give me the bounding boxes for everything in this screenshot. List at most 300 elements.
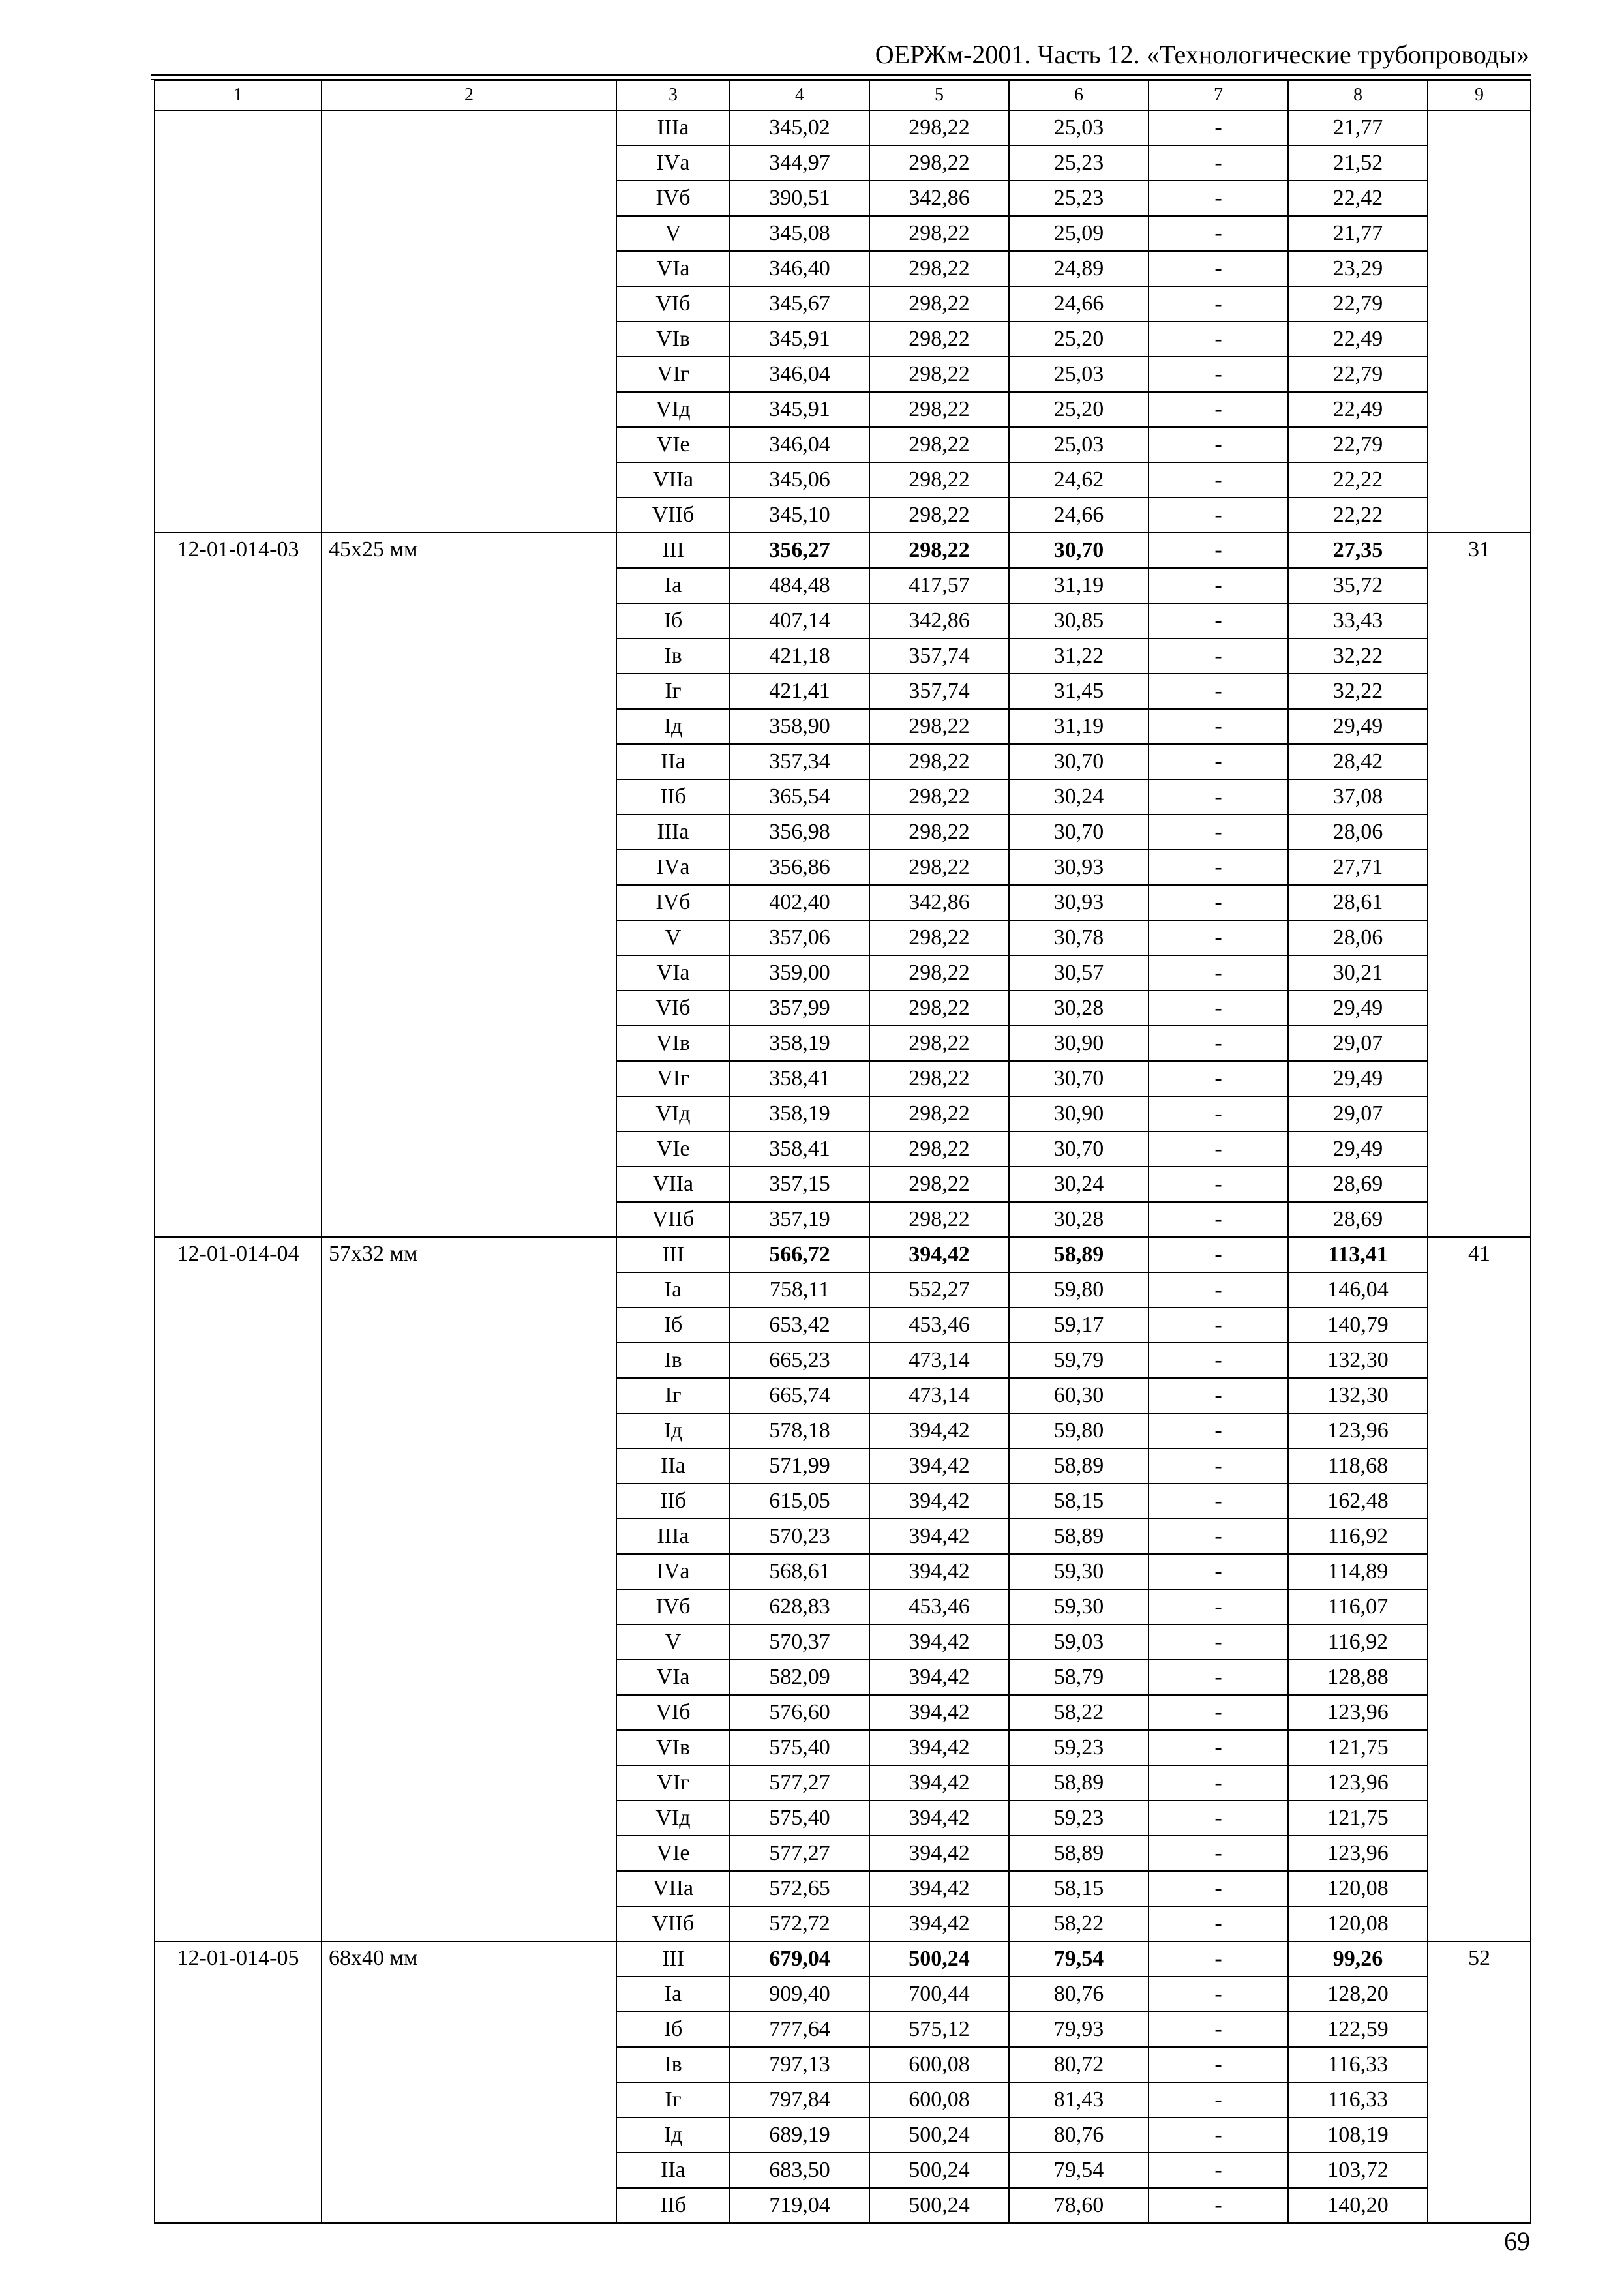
condition-cell: III <box>616 1237 730 1272</box>
value-cell: 342,86 <box>869 603 1009 638</box>
condition-cell: VIIа <box>616 1167 730 1202</box>
value-cell: 146,04 <box>1288 1272 1428 1308</box>
value-cell: 394,42 <box>869 1801 1009 1836</box>
value-cell: 909,40 <box>730 1977 869 2012</box>
value-cell: 345,91 <box>730 392 869 427</box>
value-cell: 30,57 <box>1009 955 1149 991</box>
rate-code-cell: 12-01-014-04 <box>155 1237 322 1941</box>
value-cell: 29,49 <box>1288 709 1428 744</box>
value-cell: 22,79 <box>1288 286 1428 322</box>
value-cell: 797,84 <box>730 2082 869 2117</box>
value-cell: 28,69 <box>1288 1167 1428 1202</box>
value-cell: 357,74 <box>869 674 1009 709</box>
value-cell: 58,15 <box>1009 1484 1149 1519</box>
value-cell: 358,90 <box>730 709 869 744</box>
value-cell: 30,78 <box>1009 920 1149 955</box>
value-cell: - <box>1149 955 1288 991</box>
value-cell: 29,49 <box>1288 1061 1428 1096</box>
value-cell: 22,22 <box>1288 498 1428 533</box>
value-cell: 24,66 <box>1009 498 1149 533</box>
rate-code-cell: 12-01-014-03 <box>155 533 322 1237</box>
value-cell: 665,23 <box>730 1343 869 1378</box>
condition-cell: Iв <box>616 638 730 674</box>
pipe-size-cell: 68х40 мм <box>322 1941 616 2223</box>
rate-code-cell: 12-01-014-05 <box>155 1941 322 2223</box>
value-cell: - <box>1149 1624 1288 1660</box>
value-cell: 679,04 <box>730 1941 869 1977</box>
value-cell: 28,61 <box>1288 885 1428 920</box>
column-number: 8 <box>1288 80 1428 110</box>
value-cell: 568,61 <box>730 1554 869 1589</box>
value-cell: 298,22 <box>869 110 1009 145</box>
value-cell: - <box>1149 110 1288 145</box>
value-cell: - <box>1149 1941 1288 1977</box>
value-cell: 394,42 <box>869 1237 1009 1272</box>
value-cell: - <box>1149 1589 1288 1624</box>
condition-cell: VIв <box>616 1026 730 1061</box>
value-cell: - <box>1149 568 1288 603</box>
value-cell: 22,42 <box>1288 181 1428 216</box>
value-cell: 298,22 <box>869 251 1009 286</box>
value-cell: 500,24 <box>869 1941 1009 1977</box>
value-cell: 59,80 <box>1009 1413 1149 1448</box>
table-row <box>155 1941 1531 1977</box>
condition-cell: Iа <box>616 1272 730 1308</box>
value-cell: 25,23 <box>1009 145 1149 181</box>
value-cell: 58,22 <box>1009 1695 1149 1730</box>
value-cell: 394,42 <box>869 1448 1009 1484</box>
column-number: 6 <box>1009 80 1149 110</box>
value-cell: 58,79 <box>1009 1660 1149 1695</box>
value-cell: 29,07 <box>1288 1096 1428 1131</box>
value-cell: 79,54 <box>1009 1941 1149 1977</box>
value-cell: 162,48 <box>1288 1484 1428 1519</box>
value-cell: - <box>1149 1413 1288 1448</box>
value-cell: - <box>1149 603 1288 638</box>
value-cell: 30,93 <box>1009 885 1149 920</box>
condition-cell: VIа <box>616 1660 730 1695</box>
value-cell: - <box>1149 1836 1288 1871</box>
value-cell: 140,79 <box>1288 1308 1428 1343</box>
value-cell: 30,70 <box>1009 815 1149 850</box>
value-cell: 356,86 <box>730 850 869 885</box>
column-number: 2 <box>322 80 616 110</box>
value-cell: - <box>1149 1484 1288 1519</box>
condition-cell: VIIб <box>616 498 730 533</box>
value-cell: 25,03 <box>1009 110 1149 145</box>
value-cell: 37,08 <box>1288 779 1428 815</box>
value-cell: 79,93 <box>1009 2012 1149 2047</box>
condition-cell: VIд <box>616 1801 730 1836</box>
page-number: 69 <box>1504 2226 1530 2256</box>
value-cell: 22,22 <box>1288 462 1428 498</box>
condition-cell: Iг <box>616 2082 730 2117</box>
value-cell: 29,49 <box>1288 1131 1428 1167</box>
value-cell: 21,52 <box>1288 145 1428 181</box>
condition-cell: Iг <box>616 674 730 709</box>
condition-cell: IVа <box>616 145 730 181</box>
value-cell: 298,22 <box>869 145 1009 181</box>
value-cell: - <box>1149 1308 1288 1343</box>
table-row <box>155 1237 1531 1272</box>
running-header: ОЕРЖм-2001. Часть 12. «Технологические трубопроводы» <box>875 40 1529 69</box>
value-cell: - <box>1149 1519 1288 1554</box>
condition-cell: VIе <box>616 1836 730 1871</box>
condition-cell: Iд <box>616 2117 730 2153</box>
extra-cell <box>1428 110 1531 533</box>
value-cell: 30,90 <box>1009 1026 1149 1061</box>
value-cell: 345,08 <box>730 216 869 251</box>
value-cell: - <box>1149 2188 1288 2223</box>
value-cell: 298,22 <box>869 322 1009 357</box>
value-cell: 421,41 <box>730 674 869 709</box>
value-cell: 298,22 <box>869 357 1009 392</box>
condition-cell: V <box>616 1624 730 1660</box>
condition-cell: Iб <box>616 2012 730 2047</box>
value-cell: 500,24 <box>869 2153 1009 2188</box>
value-cell: 453,46 <box>869 1308 1009 1343</box>
value-cell: 298,22 <box>869 462 1009 498</box>
value-cell: 123,96 <box>1288 1413 1428 1448</box>
value-cell: 27,71 <box>1288 850 1428 885</box>
value-cell: 797,13 <box>730 2047 869 2082</box>
value-cell: 345,91 <box>730 322 869 357</box>
value-cell: 345,10 <box>730 498 869 533</box>
value-cell: 571,99 <box>730 1448 869 1484</box>
condition-cell: VIб <box>616 1695 730 1730</box>
value-cell: - <box>1149 920 1288 955</box>
value-cell: - <box>1149 744 1288 779</box>
condition-cell: Iб <box>616 1308 730 1343</box>
value-cell: 298,22 <box>869 392 1009 427</box>
value-cell: 25,03 <box>1009 427 1149 462</box>
value-cell: - <box>1149 1801 1288 1836</box>
condition-cell: V <box>616 920 730 955</box>
value-cell: - <box>1149 815 1288 850</box>
value-cell: 128,88 <box>1288 1660 1428 1695</box>
value-cell: 122,59 <box>1288 2012 1428 2047</box>
condition-cell: III <box>616 1941 730 1977</box>
condition-cell: VIг <box>616 357 730 392</box>
value-cell: 365,54 <box>730 779 869 815</box>
value-cell: - <box>1149 1026 1288 1061</box>
value-cell: 30,70 <box>1009 1131 1149 1167</box>
value-cell: 359,00 <box>730 955 869 991</box>
condition-cell: IVб <box>616 181 730 216</box>
value-cell: 298,22 <box>869 498 1009 533</box>
condition-cell: VIб <box>616 991 730 1026</box>
table-body <box>155 80 1531 2223</box>
value-cell: 58,89 <box>1009 1237 1149 1272</box>
value-cell: 358,19 <box>730 1026 869 1061</box>
value-cell: - <box>1149 1272 1288 1308</box>
value-cell: 123,96 <box>1288 1695 1428 1730</box>
value-cell: 28,42 <box>1288 744 1428 779</box>
value-cell: 123,96 <box>1288 1765 1428 1801</box>
condition-cell: VIд <box>616 1096 730 1131</box>
value-cell: 552,27 <box>869 1272 1009 1308</box>
value-cell: 357,06 <box>730 920 869 955</box>
value-cell: 357,15 <box>730 1167 869 1202</box>
condition-cell: VIд <box>616 392 730 427</box>
value-cell: 132,30 <box>1288 1343 1428 1378</box>
value-cell: 572,72 <box>730 1906 869 1941</box>
extra-cell: 52 <box>1428 1941 1531 2223</box>
value-cell: 578,18 <box>730 1413 869 1448</box>
value-cell: 358,41 <box>730 1061 869 1096</box>
value-cell: 81,43 <box>1009 2082 1149 2117</box>
condition-cell: VIв <box>616 322 730 357</box>
value-cell: - <box>1149 145 1288 181</box>
value-cell: 453,46 <box>869 1589 1009 1624</box>
value-cell: - <box>1149 462 1288 498</box>
rate-code-cell <box>155 110 322 533</box>
value-cell: - <box>1149 1237 1288 1272</box>
value-cell: - <box>1149 427 1288 462</box>
value-cell: 30,21 <box>1288 955 1428 991</box>
value-cell: 358,19 <box>730 1096 869 1131</box>
column-number: 7 <box>1149 80 1288 110</box>
value-cell: 394,42 <box>869 1695 1009 1730</box>
value-cell: 298,22 <box>869 991 1009 1026</box>
value-cell: 116,33 <box>1288 2047 1428 2082</box>
condition-cell: Iв <box>616 2047 730 2082</box>
condition-cell: VIIа <box>616 462 730 498</box>
condition-cell: IVб <box>616 1589 730 1624</box>
condition-cell: IIа <box>616 1448 730 1484</box>
value-cell: 80,76 <box>1009 2117 1149 2153</box>
value-cell: 298,22 <box>869 286 1009 322</box>
value-cell: 22,49 <box>1288 392 1428 427</box>
value-cell: 30,85 <box>1009 603 1149 638</box>
value-cell: 417,57 <box>869 568 1009 603</box>
condition-cell: IIа <box>616 2153 730 2188</box>
value-cell: - <box>1149 1695 1288 1730</box>
value-cell: 298,22 <box>869 955 1009 991</box>
value-cell: 394,42 <box>869 1906 1009 1941</box>
value-cell: 390,51 <box>730 181 869 216</box>
value-cell: 31,19 <box>1009 568 1149 603</box>
value-cell: 30,70 <box>1009 744 1149 779</box>
column-number: 9 <box>1428 80 1531 110</box>
extra-cell: 31 <box>1428 533 1531 1237</box>
value-cell: 30,24 <box>1009 779 1149 815</box>
condition-cell: IVа <box>616 1554 730 1589</box>
value-cell: 473,14 <box>869 1343 1009 1378</box>
value-cell: 32,22 <box>1288 674 1428 709</box>
header-rule <box>151 74 1531 76</box>
value-cell: - <box>1149 392 1288 427</box>
condition-cell: Iд <box>616 709 730 744</box>
value-cell: 615,05 <box>730 1484 869 1519</box>
value-cell: - <box>1149 2082 1288 2117</box>
value-cell: 600,08 <box>869 2047 1009 2082</box>
value-cell: 22,79 <box>1288 357 1428 392</box>
condition-cell: IIIа <box>616 815 730 850</box>
value-cell: 500,24 <box>869 2188 1009 2223</box>
value-cell: - <box>1149 251 1288 286</box>
value-cell: 59,23 <box>1009 1801 1149 1836</box>
value-cell: 123,96 <box>1288 1836 1428 1871</box>
value-cell: - <box>1149 885 1288 920</box>
column-number: 5 <box>869 80 1009 110</box>
column-number: 1 <box>155 80 322 110</box>
value-cell: 358,41 <box>730 1131 869 1167</box>
value-cell: 394,42 <box>869 1730 1009 1765</box>
value-cell: 59,17 <box>1009 1308 1149 1343</box>
value-cell: 575,40 <box>730 1730 869 1765</box>
value-cell: - <box>1149 674 1288 709</box>
table-row <box>155 533 1531 568</box>
value-cell: 25,09 <box>1009 216 1149 251</box>
value-cell: - <box>1149 2153 1288 2188</box>
value-cell: 402,40 <box>730 885 869 920</box>
value-cell: 473,14 <box>869 1378 1009 1413</box>
condition-cell: IVб <box>616 885 730 920</box>
value-cell: 298,22 <box>869 1096 1009 1131</box>
value-cell: 59,23 <box>1009 1730 1149 1765</box>
value-cell: 394,42 <box>869 1484 1009 1519</box>
condition-cell: VIв <box>616 1730 730 1765</box>
value-cell: 21,77 <box>1288 110 1428 145</box>
value-cell: 689,19 <box>730 2117 869 2153</box>
value-cell: 500,24 <box>869 2117 1009 2153</box>
value-cell: 25,03 <box>1009 357 1149 392</box>
value-cell: 114,89 <box>1288 1554 1428 1589</box>
value-cell: - <box>1149 1977 1288 2012</box>
value-cell: 116,33 <box>1288 2082 1428 2117</box>
condition-cell: Iд <box>616 1413 730 1448</box>
value-cell: 357,74 <box>869 638 1009 674</box>
value-cell: - <box>1149 850 1288 885</box>
value-cell: 121,75 <box>1288 1801 1428 1836</box>
value-cell: 484,48 <box>730 568 869 603</box>
value-cell: 298,22 <box>869 779 1009 815</box>
value-cell: 346,40 <box>730 251 869 286</box>
condition-cell: Iа <box>616 568 730 603</box>
value-cell: - <box>1149 1167 1288 1202</box>
value-cell: 700,44 <box>869 1977 1009 2012</box>
pipe-size-cell <box>322 110 616 533</box>
value-cell: 31,45 <box>1009 674 1149 709</box>
value-cell: 628,83 <box>730 1589 869 1624</box>
value-cell: 31,19 <box>1009 709 1149 744</box>
value-cell: 80,76 <box>1009 1977 1149 2012</box>
value-cell: 758,11 <box>730 1272 869 1308</box>
value-cell: 394,42 <box>869 1871 1009 1906</box>
price-table <box>154 80 1531 2224</box>
value-cell: - <box>1149 1906 1288 1941</box>
value-cell: 566,72 <box>730 1237 869 1272</box>
value-cell: - <box>1149 1765 1288 1801</box>
value-cell: 59,30 <box>1009 1554 1149 1589</box>
value-cell: 31,22 <box>1009 638 1149 674</box>
value-cell: 298,22 <box>869 850 1009 885</box>
value-cell: 58,89 <box>1009 1765 1149 1801</box>
condition-cell: VIа <box>616 955 730 991</box>
value-cell: 80,72 <box>1009 2047 1149 2082</box>
value-cell: 103,72 <box>1288 2153 1428 2188</box>
column-number: 3 <box>616 80 730 110</box>
value-cell: 576,60 <box>730 1695 869 1730</box>
value-cell: 27,35 <box>1288 533 1428 568</box>
value-cell: 29,07 <box>1288 1026 1428 1061</box>
value-cell: 116,07 <box>1288 1589 1428 1624</box>
condition-cell: VIе <box>616 427 730 462</box>
condition-cell: Iг <box>616 1378 730 1413</box>
condition-cell: VIе <box>616 1131 730 1167</box>
value-cell: - <box>1149 1448 1288 1484</box>
value-cell: - <box>1149 1554 1288 1589</box>
value-cell: 30,28 <box>1009 991 1149 1026</box>
value-cell: 572,65 <box>730 1871 869 1906</box>
value-cell: - <box>1149 1202 1288 1237</box>
value-cell: - <box>1149 1096 1288 1131</box>
value-cell: 30,24 <box>1009 1167 1149 1202</box>
condition-cell: VIIа <box>616 1871 730 1906</box>
value-cell: 58,22 <box>1009 1906 1149 1941</box>
condition-cell: IIIа <box>616 1519 730 1554</box>
value-cell: 298,22 <box>869 1202 1009 1237</box>
value-cell: 298,22 <box>869 1061 1009 1096</box>
condition-cell: Iв <box>616 1343 730 1378</box>
value-cell: 140,20 <box>1288 2188 1428 2223</box>
value-cell: 394,42 <box>869 1660 1009 1695</box>
value-cell: 345,06 <box>730 462 869 498</box>
condition-cell: VIIб <box>616 1906 730 1941</box>
value-cell: 394,42 <box>869 1836 1009 1871</box>
value-cell: 25,20 <box>1009 392 1149 427</box>
value-cell: 357,19 <box>730 1202 869 1237</box>
value-cell: 356,27 <box>730 533 869 568</box>
value-cell: 28,06 <box>1288 815 1428 850</box>
value-cell: 23,29 <box>1288 251 1428 286</box>
value-cell: 298,22 <box>869 1131 1009 1167</box>
value-cell: 116,92 <box>1288 1519 1428 1554</box>
value-cell: 298,22 <box>869 216 1009 251</box>
value-cell: 298,22 <box>869 533 1009 568</box>
value-cell: 345,02 <box>730 110 869 145</box>
value-cell: 342,86 <box>869 181 1009 216</box>
value-cell: 357,34 <box>730 744 869 779</box>
value-cell: 407,14 <box>730 603 869 638</box>
value-cell: 570,23 <box>730 1519 869 1554</box>
value-cell: 30,93 <box>1009 850 1149 885</box>
value-cell: 665,74 <box>730 1378 869 1413</box>
value-cell: - <box>1149 1730 1288 1765</box>
condition-cell: V <box>616 216 730 251</box>
value-cell: 575,40 <box>730 1801 869 1836</box>
value-cell: 21,77 <box>1288 216 1428 251</box>
value-cell: - <box>1149 991 1288 1026</box>
value-cell: 394,42 <box>869 1413 1009 1448</box>
condition-cell: III <box>616 533 730 568</box>
extra-cell: 41 <box>1428 1237 1531 1941</box>
value-cell: - <box>1149 357 1288 392</box>
value-cell: 298,22 <box>869 744 1009 779</box>
value-cell: 582,09 <box>730 1660 869 1695</box>
value-cell: 128,20 <box>1288 1977 1428 2012</box>
value-cell: 24,89 <box>1009 251 1149 286</box>
value-cell: 25,20 <box>1009 322 1149 357</box>
value-cell: 32,22 <box>1288 638 1428 674</box>
condition-cell: IIа <box>616 744 730 779</box>
condition-cell: Iа <box>616 1977 730 2012</box>
value-cell: 116,92 <box>1288 1624 1428 1660</box>
value-cell: - <box>1149 1343 1288 1378</box>
value-cell: 777,64 <box>730 2012 869 2047</box>
value-cell: - <box>1149 498 1288 533</box>
